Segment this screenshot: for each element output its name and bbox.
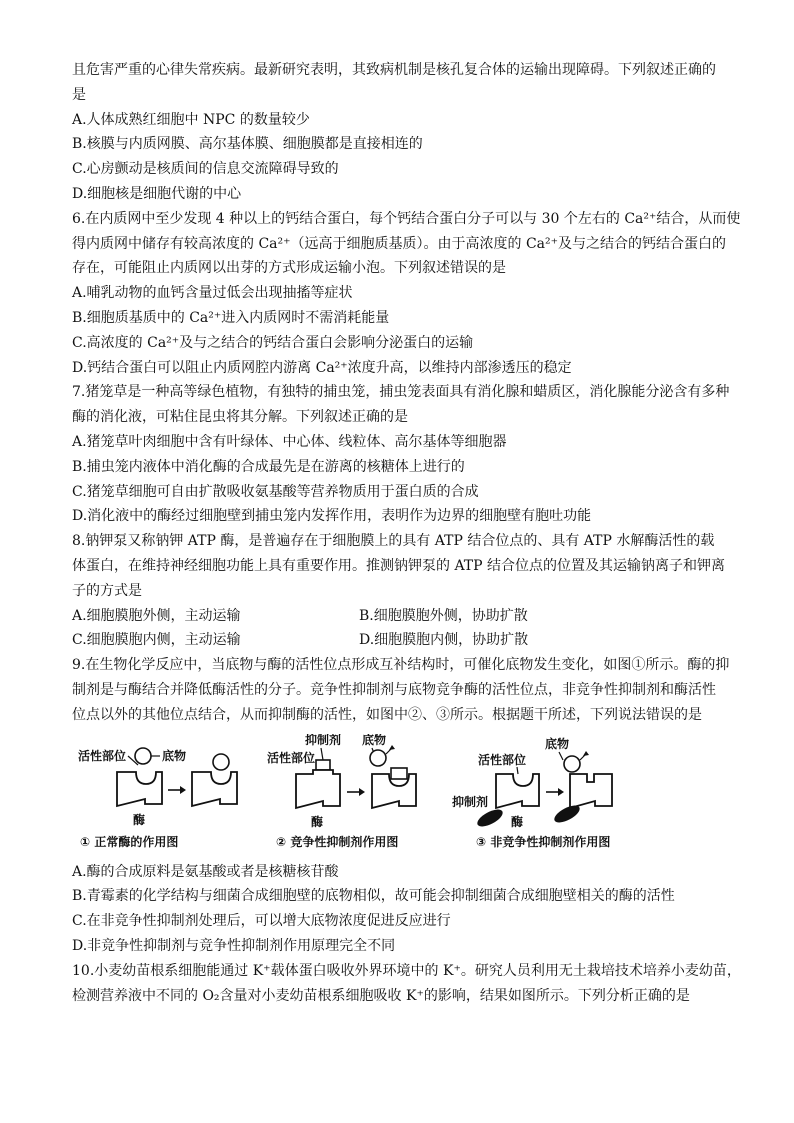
label-inhibitor: 抑制剂 (305, 733, 342, 747)
options-row (72, 628, 724, 653)
option-d: D.细胞膜胞内侧，协助扩散 (359, 632, 529, 649)
question-7-stem: 7.猪笼草是一种高等绿色植物，有独特的捕虫笼，捕虫笼表面具有消化腺和蜡质区，消化腺能分泌含有多种 (72, 384, 730, 401)
option-d: D.非竞争性抑制剂与竞争性抑制剂作用原理完全不同 (72, 937, 396, 954)
question-6-stem: 6.在内质网中至少发现 4 种以上的钙结合蛋白，每个钙结合蛋白分子可以与 30 个左右的 Ca²⁺结合，从而使 (72, 210, 741, 227)
enzyme-shape (192, 772, 237, 806)
option-a: A.哺乳动物的血钙含量过低会出现抽搐等症状 (72, 285, 353, 302)
label-active-site: 活性部位 (267, 750, 316, 765)
question-6-stem: 存在，可能阻止内质网以出芽的方式形成运输小泡。下列叙述错误的是 (72, 260, 506, 277)
panel-noncompetitive-inhibitor (452, 736, 612, 849)
substrate-circle (564, 756, 580, 772)
question-9-stem: 9.在生物化学反应中，当底物与酶的活性位点形成互补结构时，可催化底物发生变化，如图①所示。酶的抑 (72, 657, 730, 674)
label-substrate: 底物 (162, 748, 187, 763)
label-inhibitor: 抑制剂 (452, 794, 489, 809)
caption-1: ① 正常酶的作用图 (80, 834, 179, 849)
option-a: A.人体成熟红细胞中 NPC 的数量较少 (72, 111, 310, 128)
option-c: C.在非竞争性抑制剂处理后，可以增大底物浓度促进反应进行 (72, 913, 451, 930)
enzyme-shape (296, 770, 340, 808)
option-c: C.心房颤动是核质间的信息交流障碍导致的 (72, 161, 339, 178)
exam-page (72, 58, 741, 1008)
option-a: A.酶的合成原料是氨基酸或者是核糖核苷酸 (72, 863, 339, 880)
panel-normal-enzyme (78, 748, 237, 849)
option-a: A.猪笼草叶肉细胞中含有叶绿体、中心体、线粒体、高尔基体等细胞器 (72, 433, 507, 450)
label-substrate: 底物 (362, 733, 387, 747)
caption-3: ③ 非竞争性抑制剂作用图 (476, 834, 611, 849)
option-b: B.细胞质基质中的 Ca²⁺进入内质网时不需消耗能量 (72, 309, 390, 326)
inhibitor-ellipse (475, 806, 505, 830)
substrate-circle (135, 748, 151, 764)
caption-2: ② 竞争性抑制剂作用图 (276, 834, 399, 849)
option-b: B.核膜与内质网膜、高尔基体膜、细胞膜都是直接相连的 (72, 136, 423, 153)
enzyme-diagram (72, 734, 724, 860)
question-9-stem: 制剂是与酶结合并降低酶活性的分子。竞争性抑制剂与底物竞争酶的活性位点，非竞争性抑制剂和酶活性 (72, 681, 716, 698)
label-enzyme: 酶 (311, 814, 324, 829)
enzyme-shape (496, 774, 539, 808)
option-d: D.细胞核是细胞代谢的中心 (72, 185, 242, 202)
question-10-stem: 检测营养液中不同的 O₂含量对小麦幼苗根系细胞吸收 K⁺的影响，结果如图所示。下列分析正确的是 (72, 987, 690, 1004)
label-enzyme: 酶 (133, 812, 146, 827)
inhibitor-block (316, 760, 330, 770)
text-line: 是 (72, 86, 86, 103)
option-d: D.消化液中的酶经过细胞壁到捕虫笼内发挥作用，表明作为边界的细胞壁有胞吐功能 (72, 508, 592, 525)
enzyme-shape (117, 772, 162, 806)
question-8-stem: 子的方式是 (72, 582, 142, 599)
label-enzyme: 酶 (511, 814, 524, 829)
enzyme-inhibition-figure (72, 734, 724, 860)
option-b: B.青霉素的化学结构与细菌合成细胞壁的底物相似，故可能会抑制细菌合成细胞壁相关的酶的活性 (72, 888, 675, 905)
option-b: B.捕虫笼内液体中消化酶的合成最先是在游离的核糖体上进行的 (72, 458, 465, 475)
question-6-stem: 得内质网中储存有较高浓度的 Ca²⁺（远高于细胞质基质）。由于高浓度的 Ca²⁺及与之结合的钙结合蛋白的 (72, 235, 727, 252)
option-b: B.细胞膜胞外侧，协助扩散 (359, 607, 528, 624)
option-c: C.高浓度的 Ca²⁺及与之结合的钙结合蛋白会影响分泌蛋白的运输 (72, 334, 474, 351)
question-8-stem: 8.钠钾泵又称钠钾 ATP 酶，是普遍存在于细胞膜上的具有 ATP 结合位点的、具有 ATP 水解酶活性的载 (72, 533, 715, 550)
substrate-circle (213, 754, 229, 770)
option-a: A.细胞膜胞外侧，主动运输 (72, 607, 241, 624)
inhibitor-block (391, 768, 407, 779)
option-d: D.钙结合蛋白可以阻止内质网腔内游离 Ca²⁺浓度升高，以维持内部渗透压的稳定 (72, 359, 572, 376)
question-7-stem: 酶的消化液，可粘住昆虫将其分解。下列叙述正确的是 (72, 409, 408, 426)
label-active-site: 活性部位 (78, 748, 127, 763)
label-substrate: 底物 (545, 736, 570, 751)
substrate-circle (370, 750, 386, 766)
enzyme-shape (570, 774, 612, 808)
label-active-site: 活性部位 (478, 752, 527, 767)
text-line: 且危害严重的心律失常疾病。最新研究表明，其致病机制是核孔复合体的运输出现障碍。下列叙述正确的 (72, 62, 716, 78)
option-c: C.猪笼草细胞可自由扩散吸收氨基酸等营养物质用于蛋白质的合成 (72, 483, 479, 500)
options-row (72, 604, 724, 629)
option-c: C.细胞膜胞内侧，主动运输 (72, 632, 241, 649)
question-10-stem: 10.小麦幼苗根系细胞能通过 K⁺载体蛋白吸收外界环境中的 K⁺。研究人员利用无土栽培技术培养小麦幼苗， (72, 962, 741, 979)
panel-competitive-inhibitor (267, 734, 416, 849)
question-8-stem: 体蛋白，在维持神经细胞功能上具有重要作用。推测钠钾泵的 ATP 结合位点的位置及其运输钠离子和钾离 (72, 557, 726, 574)
question-9-stem: 位点以外的其他位点结合，从而抑制酶的活性，如图中②、③所示。根据题干所述，下列说法错误的是 (72, 706, 702, 723)
